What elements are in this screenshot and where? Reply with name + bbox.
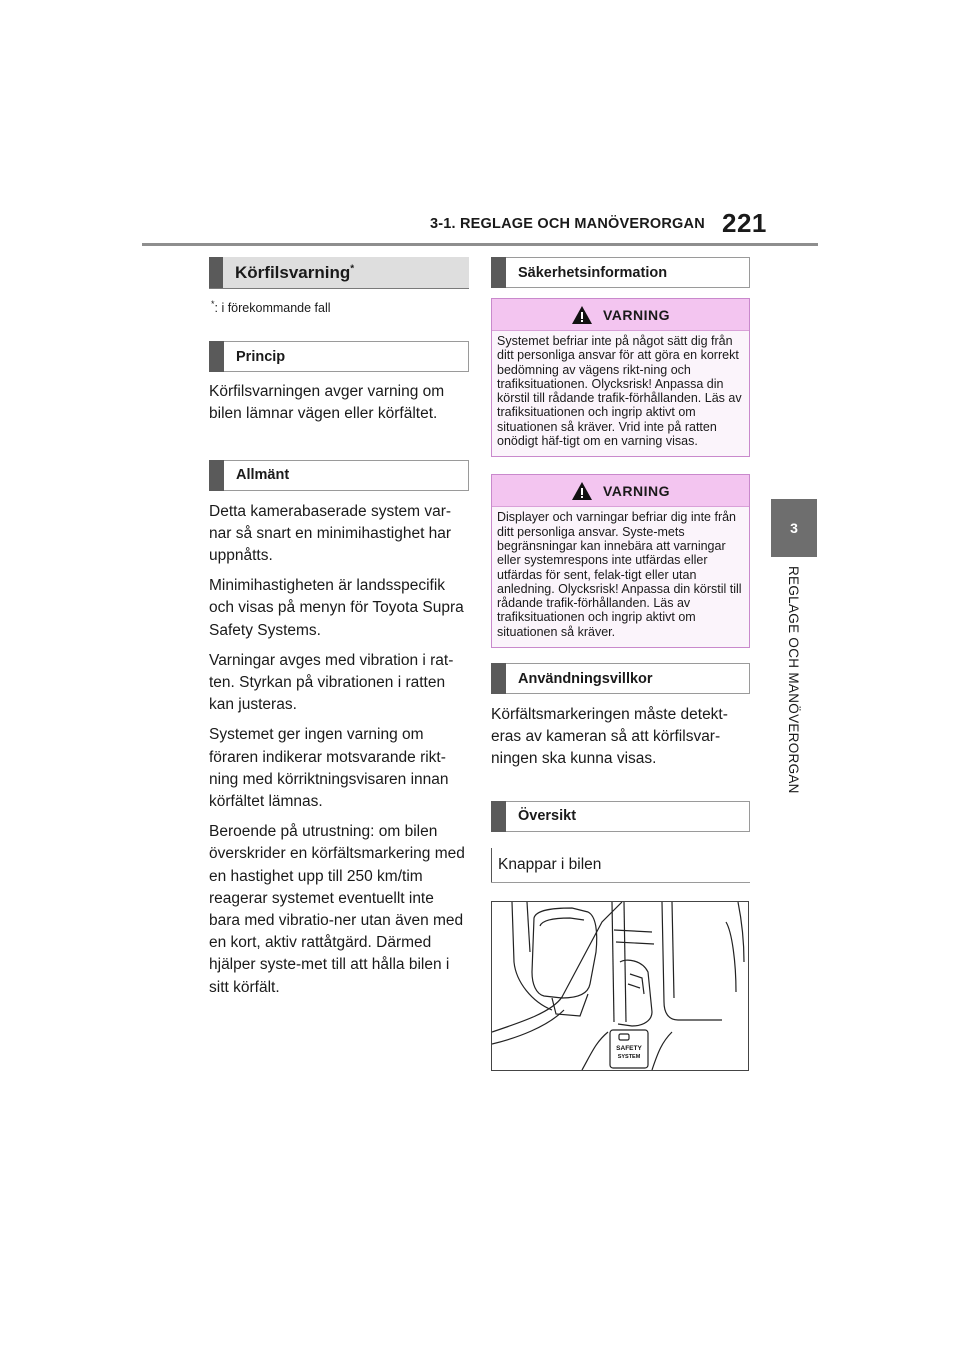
heading-text: Säkerhetsinformation [518,264,668,281]
safety-button-label: SAFETY [616,1044,642,1052]
warning-triangle-icon [571,481,593,501]
princip-text: Körfilsvarningen avger varning om bilen lämnar vägen eller körfältet. [209,383,445,423]
warning-text: Displayer och varningar befriar dig inte från ditt personliga ansvar. Syste-mets begränsningar kan innebära att varningar eller systemrespons inte utfärdas eller utfärdas för sent, felak-tigt eller utan anledning. Olycksrisk! Anpassa din körstil till rådande trafik-förhållanden. Läs av trafiksituationen och ingrip aktivt om situationen så kräver. [497,510,742,639]
warning-header [492,299,749,331]
heading-bar [209,341,224,372]
page-number: 221 [722,208,767,238]
heading-bar [491,663,506,694]
warning-label: VARNING [602,306,671,323]
warning-header [492,475,749,507]
heading-anvandningsvillkor [491,663,750,694]
heading-allmant [209,460,469,491]
heading-bar [491,801,506,832]
heading-oversikt [491,801,750,832]
warning-box [491,298,750,457]
warning-label: VARNING [602,482,671,499]
chapter-tab[interactable] [771,499,817,557]
center-console-drawing [492,902,748,1070]
chapter-tab-number: 3 [790,520,798,536]
left-column [209,257,469,999]
heading-princip [209,341,469,372]
section-title-korfilsvarning [209,257,469,289]
chapter-tab-label: REGLAGE OCH MANÖVERORGAN [786,566,801,794]
heading-text: Princip [236,348,286,365]
right-column [491,257,750,1071]
heading-bar [491,257,506,288]
footnote: *: i förekommande fall [211,299,331,316]
heading-text: Översikt [518,808,577,825]
chapter-title: 3-1. REGLAGE OCH MANÖVERORGAN [430,216,705,232]
heading-bar [209,460,224,491]
warning-triangle-icon [571,305,593,325]
allmant-paragraph: Minimihastigheten är landsspecifik och visas på menyn för Toyota Supra Safety Systems. [209,577,464,639]
console-illustration [491,901,749,1071]
villkor-text: Körfältsmarkeringen måste detekt-eras av kameran så att körfilsvar-ningen ska kunna visas. [491,706,728,768]
subheading-knappar [491,848,750,883]
title-bar [209,257,223,288]
warning-text: Systemet befriar inte på något sätt dig från ditt personliga ansvar för att göra en korrekt bedömning av vägens rikt-ning och trafiksituationen. Olycksrisk! Anpassa din körstil till rådande trafik-förhållanden. Läs av trafiksituationen och ingrip aktivt om situationen så kräver. Vrid inte på ratten onödigt häf-tigt om en varning visas. [497,334,742,449]
heading-text: Allmänt [236,467,290,484]
header-rule [142,243,818,246]
allmant-paragraph: Systemet ger ingen varning om föraren indikerar motsvarande rikt-ning med körriktningsvisaren innan körfältet lämnas. [209,726,449,810]
heading-sakerhetsinformation [491,257,750,288]
allmant-paragraph: Varningar avges med vibration i rat-ten. Styrkan på vibrationen i ratten kan justeras. [209,651,454,714]
allmant-paragraph: Detta kamerabaserade system var-nar så snart en minimihastighet har uppnåtts. [209,502,452,564]
subheading-bar [491,848,492,882]
safety-button-label: SYSTEM [617,1053,641,1060]
heading-text: Användningsvillkor [518,670,653,687]
section-title-text: Körfilsvarning* [235,262,355,282]
subheading-text: Knappar i bilen [498,855,602,873]
warning-box [491,474,750,648]
allmant-paragraph: Beroende på utrustning: om bilen överskrider en körfältsmarkering med en hastighet upp till 250 km/tim reagerar systemet eventuellt inte bara med vibratio-ner utan även med en kort, aktiv rattåtgärd. Därmed hjälper syste-met till att hålla bilen i sitt körfält. [209,823,465,996]
